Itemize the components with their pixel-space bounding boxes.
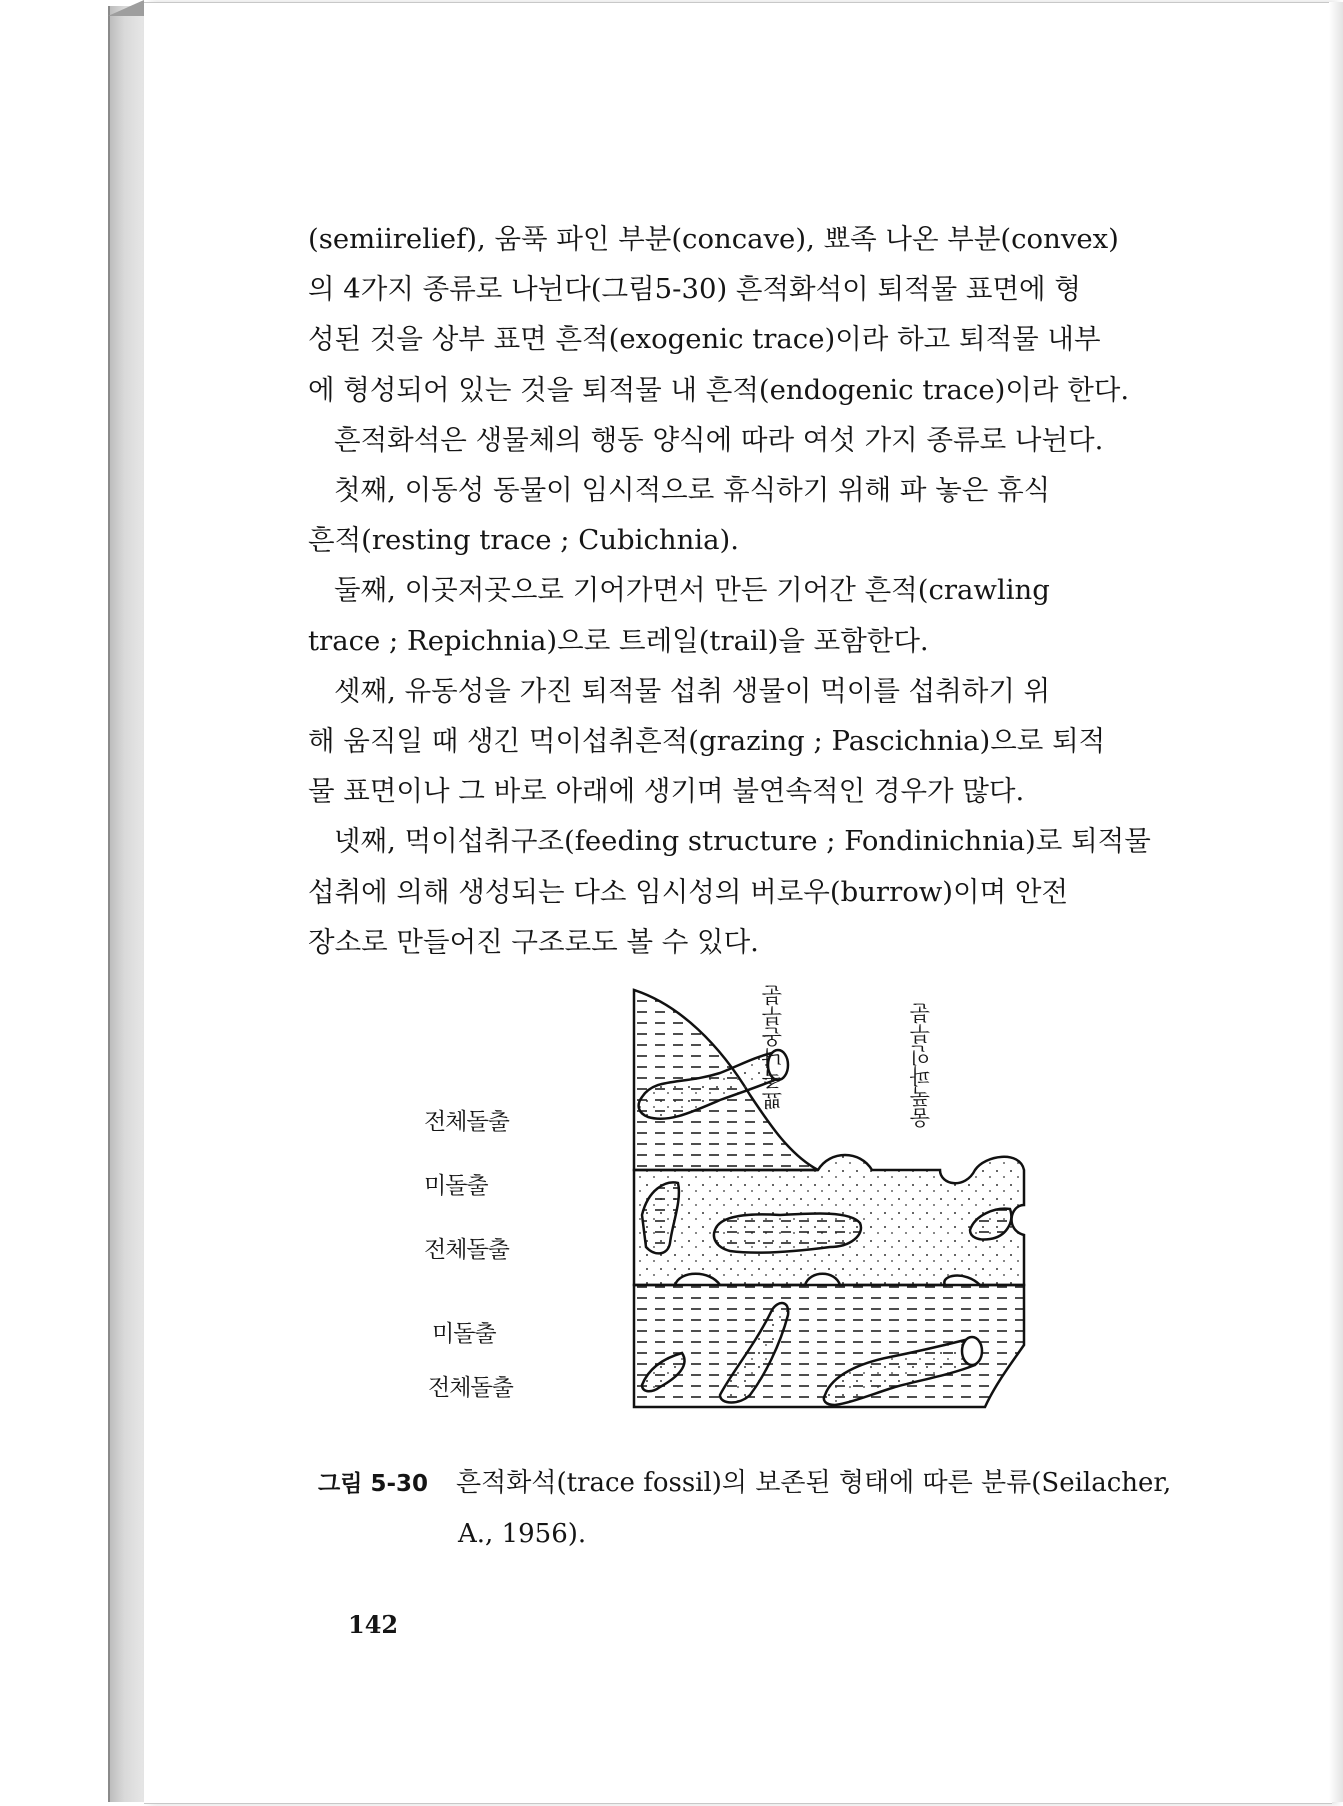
- caption-line-2: A., 1956).: [458, 1519, 587, 1549]
- text-line: 흔적화석은 생물체의 행동 양식에 따라 여섯 가지 종류로 나뉜다.: [334, 423, 1104, 456]
- text-line: 성된 것을 상부 표면 흔적(exogenic trace)이라 하고 퇴적물 내부: [308, 323, 1101, 356]
- figure-label: 전체돌출: [428, 1375, 513, 1401]
- caption-text: 흔적화석(trace fossil)의 보존된 형태에 따른 분류(Seilacher,: [456, 1468, 1172, 1498]
- text-line: 둘째, 이곳저곳으로 기어가면서 만든 기어간 흔적(crawling: [334, 574, 1050, 607]
- text-line: 셋째, 유동성을 가진 퇴적물 섭취 생물이 먹이를 섭취하기 위: [334, 674, 1051, 707]
- figure-label: 미돌출: [432, 1321, 496, 1347]
- text-line: (semiirelief), 움푹 파인 부분(concave), 뾰족 나온 부분(convex): [308, 223, 1119, 255]
- text-line: 물 표면이나 그 바로 아래에 생기며 불연속적인 경우가 많다.: [308, 775, 1025, 808]
- text-line: trace ; Repichnia)으로 트레일(trail)을 포함한다.: [308, 624, 929, 657]
- caption-line-1: [318, 1458, 1218, 1509]
- text-line: 흔적(resting trace ; Cubichnia).: [308, 524, 739, 557]
- figure-vertical-label: 뾰족나온부분: [761, 985, 785, 1111]
- body-text: [308, 214, 1208, 967]
- page-number: 142: [348, 1610, 399, 1639]
- text-line: 의 4가지 종류로 나뉜다(그림5-30) 흔적화석이 퇴적물 표면에 형: [308, 273, 1081, 306]
- text-line: 섭취에 의해 생성되는 다소 임시성의 버로우(burrow)이며 안전: [308, 875, 1069, 908]
- trace-fossil-figure: [420, 985, 1100, 1425]
- shale-lens-center: [714, 1213, 861, 1252]
- figure-label: 미돌출: [424, 1173, 488, 1199]
- text-line: 해 움직일 때 생긴 먹이섭취흔적(grazing ; Pascichnia)으로 퇴적: [308, 725, 1106, 758]
- book-spine: [108, 6, 146, 1802]
- text-line: 에 형성되어 있는 것을 퇴적물 내 흔적(endogenic trace)이라 한다.: [308, 373, 1130, 406]
- figure-vertical-label: 움푹파인부분: [909, 1003, 933, 1129]
- figure-label: 전체돌출: [424, 1109, 509, 1135]
- text-line: 장소로 만들어진 구조로도 볼 수 있다.: [308, 925, 759, 958]
- book-spine-top: [108, 0, 144, 16]
- page-edge: [1329, 2, 1343, 1802]
- figure-caption: [318, 1458, 1218, 1559]
- text-line: 첫째, 이동성 동물이 임시적으로 휴식하기 위해 파 놓은 휴식: [334, 474, 1051, 507]
- text-line: 넷째, 먹이섭취구조(feeding structure ; Fondinichnia)로 퇴적물: [334, 825, 1151, 858]
- caption-number: 그림 5-30: [318, 1471, 428, 1497]
- figure-label: 전체돌출: [424, 1237, 509, 1263]
